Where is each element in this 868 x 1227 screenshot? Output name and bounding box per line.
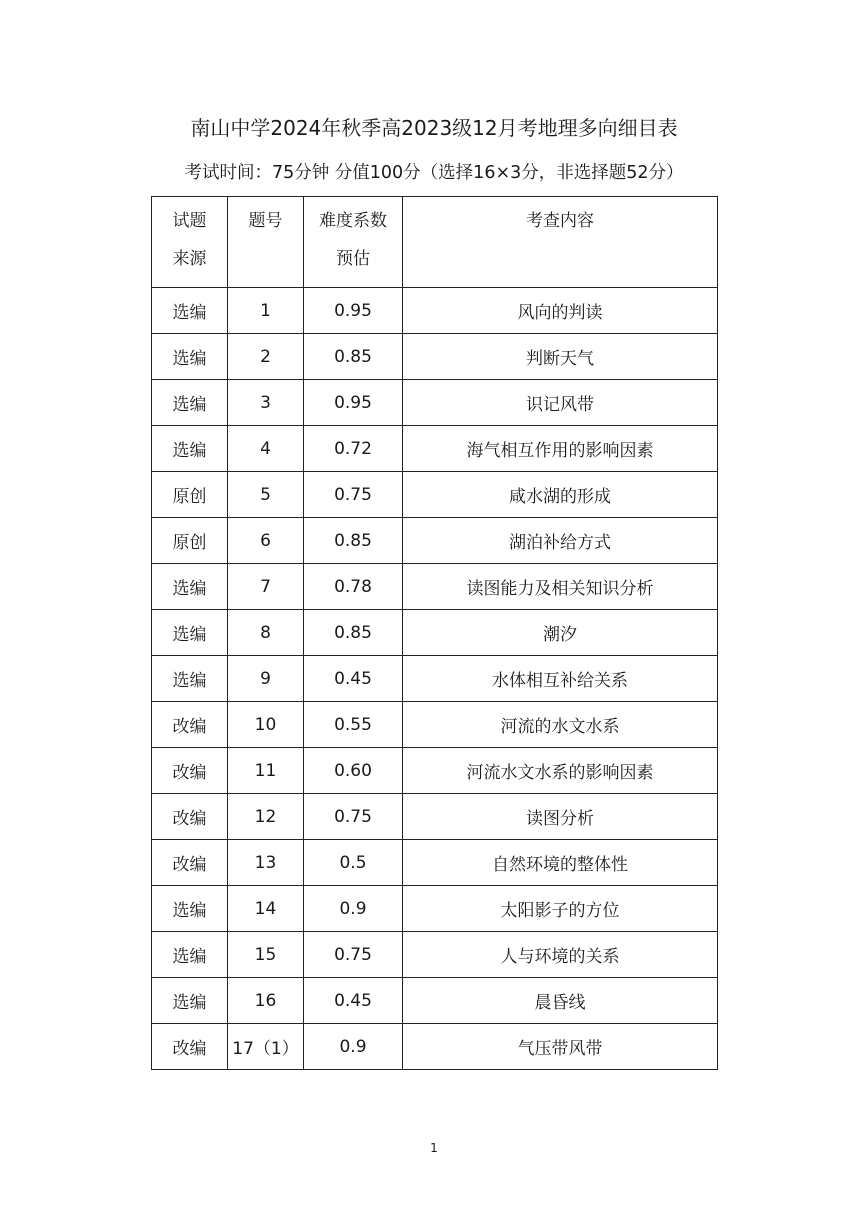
cell-difficulty: 0.5 [304, 840, 403, 886]
cell-content: 气压带风带 [403, 1024, 718, 1070]
table-row [152, 334, 718, 380]
cell-difficulty: 0.45 [304, 978, 403, 1024]
cell-difficulty: 0.95 [304, 380, 403, 426]
cell-number: 11 [228, 748, 304, 794]
cell-source: 选编 [152, 978, 228, 1024]
document-title: 南山中学2024年秋季高2023级12月考地理多向细目表 [190, 116, 678, 140]
header-number: 题号 [228, 197, 304, 288]
cell-number: 14 [228, 886, 304, 932]
table-header [152, 197, 718, 288]
cell-difficulty: 0.55 [304, 702, 403, 748]
cell-number: 15 [228, 932, 304, 978]
cell-difficulty: 0.72 [304, 426, 403, 472]
cell-content: 晨昏线 [403, 978, 718, 1024]
cell-number: 10 [228, 702, 304, 748]
table-body [152, 288, 718, 1070]
cell-difficulty: 0.75 [304, 932, 403, 978]
table-row [152, 656, 718, 702]
header-source: 试题 来源 [152, 197, 228, 288]
cell-content: 识记风带 [403, 380, 718, 426]
cell-source: 改编 [152, 794, 228, 840]
cell-number: 12 [228, 794, 304, 840]
cell-number: 4 [228, 426, 304, 472]
table-row [152, 702, 718, 748]
cell-number: 7 [228, 564, 304, 610]
cell-number: 17（1） [228, 1024, 304, 1070]
exam-info: 考试时间：75分钟 分值100分（选择16×3分，非选择题52分） [184, 163, 684, 183]
header-difficulty: 难度系数 预估 [304, 197, 403, 288]
cell-number: 1 [228, 288, 304, 334]
table-row [152, 288, 718, 334]
cell-content: 水体相互补给关系 [403, 656, 718, 702]
cell-source: 改编 [152, 748, 228, 794]
cell-number: 16 [228, 978, 304, 1024]
cell-content: 读图分析 [403, 794, 718, 840]
table-row [152, 518, 718, 564]
table-row [152, 426, 718, 472]
cell-content: 湖泊补给方式 [403, 518, 718, 564]
table-row [152, 472, 718, 518]
cell-source: 选编 [152, 886, 228, 932]
cell-content: 河流的水文水系 [403, 702, 718, 748]
table-row [152, 794, 718, 840]
table-row [152, 380, 718, 426]
cell-difficulty: 0.85 [304, 518, 403, 564]
cell-number: 13 [228, 840, 304, 886]
page-number: 1 [430, 1141, 438, 1155]
cell-difficulty: 0.75 [304, 472, 403, 518]
table-row [152, 978, 718, 1024]
table-row [152, 610, 718, 656]
cell-source: 改编 [152, 840, 228, 886]
cell-content: 潮汐 [403, 610, 718, 656]
cell-content: 人与环境的关系 [403, 932, 718, 978]
cell-source: 改编 [152, 702, 228, 748]
table-row [152, 840, 718, 886]
specification-table [151, 196, 718, 1070]
cell-number: 9 [228, 656, 304, 702]
cell-source: 选编 [152, 656, 228, 702]
cell-source: 选编 [152, 380, 228, 426]
table-row [152, 748, 718, 794]
cell-content: 判断天气 [403, 334, 718, 380]
table-row [152, 886, 718, 932]
cell-number: 8 [228, 610, 304, 656]
cell-source: 原创 [152, 518, 228, 564]
cell-difficulty: 0.9 [304, 1024, 403, 1070]
cell-content: 风向的判读 [403, 288, 718, 334]
cell-source: 选编 [152, 610, 228, 656]
cell-content: 咸水湖的形成 [403, 472, 718, 518]
cell-difficulty: 0.9 [304, 886, 403, 932]
cell-difficulty: 0.78 [304, 564, 403, 610]
cell-source: 原创 [152, 472, 228, 518]
cell-number: 5 [228, 472, 304, 518]
cell-content: 河流水文水系的影响因素 [403, 748, 718, 794]
header-content: 考查内容 [403, 197, 718, 288]
cell-content: 读图能力及相关知识分析 [403, 564, 718, 610]
cell-source: 选编 [152, 932, 228, 978]
cell-source: 选编 [152, 564, 228, 610]
cell-source: 改编 [152, 1024, 228, 1070]
cell-number: 3 [228, 380, 304, 426]
cell-difficulty: 0.75 [304, 794, 403, 840]
cell-number: 6 [228, 518, 304, 564]
cell-difficulty: 0.85 [304, 334, 403, 380]
cell-content: 自然环境的整体性 [403, 840, 718, 886]
table-row [152, 932, 718, 978]
cell-difficulty: 0.60 [304, 748, 403, 794]
table-row [152, 1024, 718, 1070]
cell-source: 选编 [152, 426, 228, 472]
cell-content: 海气相互作用的影响因素 [403, 426, 718, 472]
cell-number: 2 [228, 334, 304, 380]
cell-source: 选编 [152, 334, 228, 380]
cell-content: 太阳影子的方位 [403, 886, 718, 932]
table-row [152, 564, 718, 610]
cell-difficulty: 0.85 [304, 610, 403, 656]
cell-difficulty: 0.45 [304, 656, 403, 702]
cell-source: 选编 [152, 288, 228, 334]
cell-difficulty: 0.95 [304, 288, 403, 334]
